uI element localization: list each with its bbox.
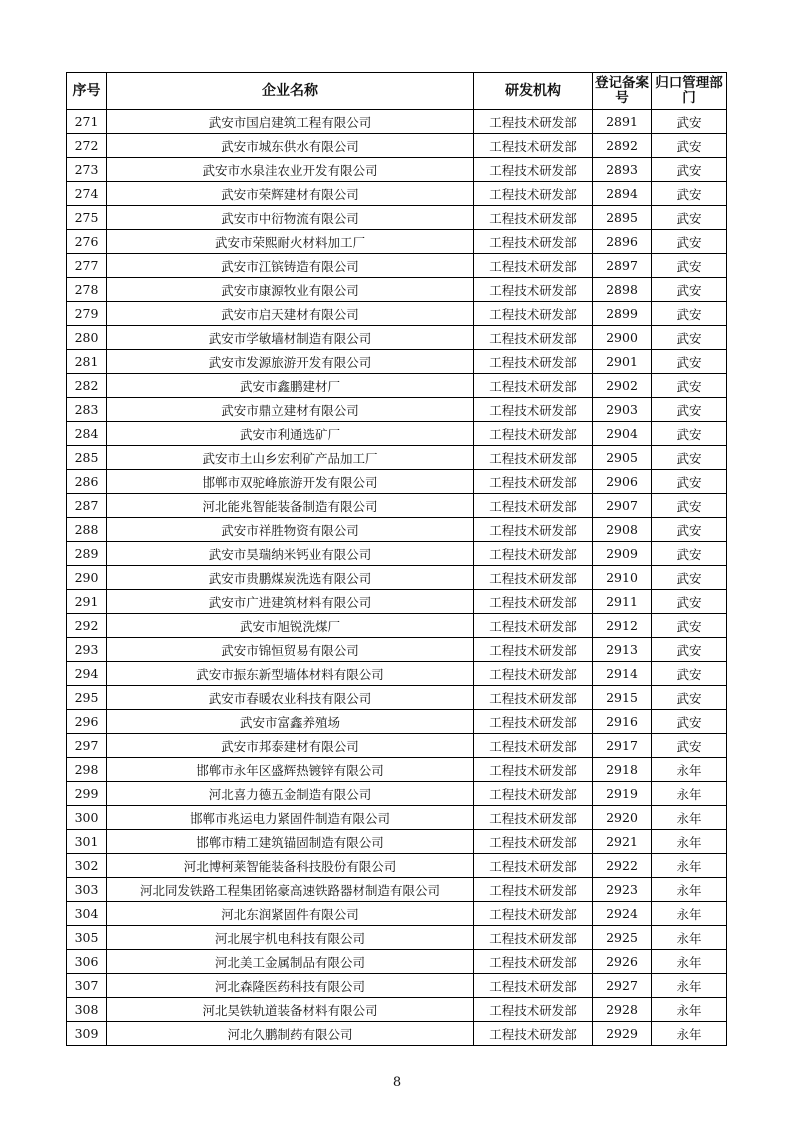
cell-company: 武安市康源牧业有限公司 (107, 278, 474, 302)
cell-seq: 299 (67, 782, 107, 806)
table-row (67, 566, 727, 590)
cell-record-no: 2905 (593, 446, 652, 470)
cell-record-no: 2909 (593, 542, 652, 566)
cell-seq: 301 (67, 830, 107, 854)
cell-institution: 工程技术研发部 (474, 542, 593, 566)
table-row (67, 302, 727, 326)
cell-institution: 工程技术研发部 (474, 782, 593, 806)
cell-seq: 288 (67, 518, 107, 542)
header-record-no: 登记备案号 (593, 73, 652, 110)
cell-record-no: 2911 (593, 590, 652, 614)
cell-seq: 291 (67, 590, 107, 614)
cell-institution: 工程技术研发部 (474, 1022, 593, 1046)
table-row (67, 182, 727, 206)
cell-department: 武安 (652, 254, 727, 278)
table-row (67, 758, 727, 782)
cell-company: 河北森隆医药科技有限公司 (107, 974, 474, 998)
cell-department: 武安 (652, 206, 727, 230)
cell-seq: 275 (67, 206, 107, 230)
cell-seq: 284 (67, 422, 107, 446)
cell-record-no: 2920 (593, 806, 652, 830)
table-row (67, 422, 727, 446)
cell-institution: 工程技术研发部 (474, 254, 593, 278)
table-row (67, 686, 727, 710)
cell-department: 武安 (652, 302, 727, 326)
table-row (67, 998, 727, 1022)
table-body (67, 110, 727, 1046)
cell-seq: 295 (67, 686, 107, 710)
cell-institution: 工程技术研发部 (474, 302, 593, 326)
table-row (67, 590, 727, 614)
cell-institution: 工程技术研发部 (474, 686, 593, 710)
table-row (67, 662, 727, 686)
table-row (67, 1022, 727, 1046)
cell-institution: 工程技术研发部 (474, 134, 593, 158)
cell-company: 河北博柯莱智能装备科技股份有限公司 (107, 854, 474, 878)
cell-record-no: 2917 (593, 734, 652, 758)
cell-company: 河北东润紧固件有限公司 (107, 902, 474, 926)
cell-institution: 工程技术研发部 (474, 494, 593, 518)
cell-company: 河北展宇机电科技有限公司 (107, 926, 474, 950)
cell-seq: 298 (67, 758, 107, 782)
cell-department: 武安 (652, 566, 727, 590)
table-row (67, 110, 727, 134)
cell-seq: 276 (67, 230, 107, 254)
cell-institution: 工程技术研发部 (474, 950, 593, 974)
cell-company: 河北昊铁轨道装备材料有限公司 (107, 998, 474, 1022)
cell-record-no: 2901 (593, 350, 652, 374)
cell-company: 武安市贵鹏煤炭洗选有限公司 (107, 566, 474, 590)
table-row (67, 230, 727, 254)
cell-department: 永年 (652, 878, 727, 902)
cell-department: 武安 (652, 638, 727, 662)
cell-company: 河北同发铁路工程集团铭豪高速铁路器材制造有限公司 (107, 878, 474, 902)
cell-company: 武安市春暖农业科技有限公司 (107, 686, 474, 710)
cell-institution: 工程技术研发部 (474, 734, 593, 758)
cell-record-no: 2898 (593, 278, 652, 302)
cell-record-no: 2892 (593, 134, 652, 158)
cell-record-no: 2915 (593, 686, 652, 710)
cell-department: 武安 (652, 734, 727, 758)
cell-institution: 工程技术研发部 (474, 206, 593, 230)
cell-record-no: 2897 (593, 254, 652, 278)
cell-record-no: 2913 (593, 638, 652, 662)
cell-department: 武安 (652, 494, 727, 518)
cell-department: 永年 (652, 854, 727, 878)
cell-company: 邯郸市永年区盛辉热镀锌有限公司 (107, 758, 474, 782)
cell-department: 永年 (652, 1022, 727, 1046)
table-row (67, 542, 727, 566)
cell-record-no: 2914 (593, 662, 652, 686)
cell-department: 武安 (652, 542, 727, 566)
cell-institution: 工程技术研发部 (474, 710, 593, 734)
cell-department: 永年 (652, 998, 727, 1022)
table-row (67, 206, 727, 230)
cell-company: 武安市城东供水有限公司 (107, 134, 474, 158)
cell-institution: 工程技术研发部 (474, 830, 593, 854)
cell-seq: 308 (67, 998, 107, 1022)
cell-record-no: 2927 (593, 974, 652, 998)
cell-company: 武安市富鑫养殖场 (107, 710, 474, 734)
cell-seq: 279 (67, 302, 107, 326)
cell-company: 武安市中衍物流有限公司 (107, 206, 474, 230)
table-row (67, 926, 727, 950)
cell-department: 武安 (652, 326, 727, 350)
cell-seq: 285 (67, 446, 107, 470)
table-row (67, 254, 727, 278)
cell-company: 武安市锦恒贸易有限公司 (107, 638, 474, 662)
cell-record-no: 2903 (593, 398, 652, 422)
cell-department: 武安 (652, 110, 727, 134)
table-row (67, 734, 727, 758)
cell-company: 武安市启天建材有限公司 (107, 302, 474, 326)
cell-institution: 工程技术研发部 (474, 566, 593, 590)
cell-seq: 289 (67, 542, 107, 566)
cell-seq: 294 (67, 662, 107, 686)
header-company: 企业名称 (107, 73, 474, 110)
cell-institution: 工程技术研发部 (474, 662, 593, 686)
cell-institution: 工程技术研发部 (474, 422, 593, 446)
cell-seq: 271 (67, 110, 107, 134)
cell-institution: 工程技术研发部 (474, 590, 593, 614)
cell-department: 武安 (652, 710, 727, 734)
table-row (67, 518, 727, 542)
table-row (67, 326, 727, 350)
cell-department: 武安 (652, 662, 727, 686)
table-row (67, 278, 727, 302)
cell-seq: 297 (67, 734, 107, 758)
cell-institution: 工程技术研发部 (474, 854, 593, 878)
cell-department: 永年 (652, 950, 727, 974)
cell-seq: 306 (67, 950, 107, 974)
cell-seq: 303 (67, 878, 107, 902)
cell-department: 武安 (652, 422, 727, 446)
cell-institution: 工程技术研发部 (474, 878, 593, 902)
cell-institution: 工程技术研发部 (474, 182, 593, 206)
cell-company: 武安市土山乡宏利矿产品加工厂 (107, 446, 474, 470)
page-number: 8 (392, 1075, 402, 1090)
cell-department: 永年 (652, 830, 727, 854)
cell-seq: 302 (67, 854, 107, 878)
cell-record-no: 2906 (593, 470, 652, 494)
cell-department: 永年 (652, 902, 727, 926)
table-row (67, 446, 727, 470)
table-row (67, 134, 727, 158)
cell-company: 武安市国启建筑工程有限公司 (107, 110, 474, 134)
cell-company: 武安市荣熙耐火材料加工厂 (107, 230, 474, 254)
cell-seq: 287 (67, 494, 107, 518)
cell-record-no: 2896 (593, 230, 652, 254)
cell-record-no: 2922 (593, 854, 652, 878)
cell-record-no: 2910 (593, 566, 652, 590)
cell-seq: 292 (67, 614, 107, 638)
cell-record-no: 2919 (593, 782, 652, 806)
cell-institution: 工程技术研发部 (474, 230, 593, 254)
cell-department: 武安 (652, 614, 727, 638)
cell-department: 武安 (652, 446, 727, 470)
cell-company: 武安市旭锐洗煤厂 (107, 614, 474, 638)
cell-company: 武安市祥胜物资有限公司 (107, 518, 474, 542)
cell-record-no: 2894 (593, 182, 652, 206)
cell-institution: 工程技术研发部 (474, 806, 593, 830)
table-row (67, 806, 727, 830)
cell-institution: 工程技术研发部 (474, 974, 593, 998)
cell-record-no: 2893 (593, 158, 652, 182)
cell-company: 邯郸市精工建筑锚固制造有限公司 (107, 830, 474, 854)
cell-company: 河北久鹏制药有限公司 (107, 1022, 474, 1046)
cell-seq: 290 (67, 566, 107, 590)
cell-department: 武安 (652, 398, 727, 422)
registry-table (66, 72, 727, 1046)
table-row (67, 398, 727, 422)
cell-institution: 工程技术研发部 (474, 470, 593, 494)
cell-seq: 309 (67, 1022, 107, 1046)
table-row (67, 638, 727, 662)
cell-department: 武安 (652, 278, 727, 302)
cell-department: 永年 (652, 806, 727, 830)
table-row (67, 782, 727, 806)
cell-record-no: 2895 (593, 206, 652, 230)
table-row (67, 878, 727, 902)
cell-record-no: 2923 (593, 878, 652, 902)
cell-record-no: 2899 (593, 302, 652, 326)
cell-institution: 工程技术研发部 (474, 446, 593, 470)
cell-institution: 工程技术研发部 (474, 110, 593, 134)
cell-record-no: 2907 (593, 494, 652, 518)
cell-record-no: 2904 (593, 422, 652, 446)
table-row (67, 614, 727, 638)
cell-institution: 工程技术研发部 (474, 374, 593, 398)
cell-seq: 305 (67, 926, 107, 950)
header-seq: 序号 (67, 73, 107, 110)
cell-record-no: 2926 (593, 950, 652, 974)
cell-record-no: 2908 (593, 518, 652, 542)
cell-company: 武安市学敏墙材制造有限公司 (107, 326, 474, 350)
cell-company: 武安市鑫鹏建材厂 (107, 374, 474, 398)
cell-institution: 工程技术研发部 (474, 350, 593, 374)
cell-seq: 273 (67, 158, 107, 182)
cell-department: 武安 (652, 230, 727, 254)
cell-seq: 304 (67, 902, 107, 926)
cell-department: 武安 (652, 374, 727, 398)
cell-institution: 工程技术研发部 (474, 518, 593, 542)
cell-company: 武安市邦泰建材有限公司 (107, 734, 474, 758)
header-row (67, 73, 727, 110)
cell-company: 武安市利通选矿厂 (107, 422, 474, 446)
cell-record-no: 2925 (593, 926, 652, 950)
cell-record-no: 2921 (593, 830, 652, 854)
cell-department: 武安 (652, 182, 727, 206)
cell-seq: 274 (67, 182, 107, 206)
table-row (67, 974, 727, 998)
table-header (67, 73, 727, 110)
cell-seq: 272 (67, 134, 107, 158)
table-row (67, 374, 727, 398)
table-row (67, 470, 727, 494)
cell-record-no: 2916 (593, 710, 652, 734)
cell-company: 武安市江镔铸造有限公司 (107, 254, 474, 278)
table-row (67, 854, 727, 878)
cell-department: 武安 (652, 134, 727, 158)
cell-department: 永年 (652, 974, 727, 998)
header-institution: 研发机构 (474, 73, 593, 110)
cell-company: 河北能兆智能装备制造有限公司 (107, 494, 474, 518)
table-row (67, 158, 727, 182)
cell-department: 永年 (652, 782, 727, 806)
cell-department: 武安 (652, 590, 727, 614)
cell-institution: 工程技术研发部 (474, 614, 593, 638)
cell-seq: 283 (67, 398, 107, 422)
cell-department: 武安 (652, 470, 727, 494)
cell-company: 邯郸市兆运电力紧固件制造有限公司 (107, 806, 474, 830)
cell-company: 武安市广进建筑材料有限公司 (107, 590, 474, 614)
cell-institution: 工程技术研发部 (474, 158, 593, 182)
cell-seq: 286 (67, 470, 107, 494)
cell-company: 武安市振东新型墙体材料有限公司 (107, 662, 474, 686)
cell-company: 武安市昊瑞纳米钙业有限公司 (107, 542, 474, 566)
cell-company: 武安市水泉洼农业开发有限公司 (107, 158, 474, 182)
table-row (67, 494, 727, 518)
cell-seq: 307 (67, 974, 107, 998)
cell-company: 河北美工金属制品有限公司 (107, 950, 474, 974)
cell-record-no: 2900 (593, 326, 652, 350)
cell-institution: 工程技术研发部 (474, 902, 593, 926)
cell-seq: 282 (67, 374, 107, 398)
cell-seq: 293 (67, 638, 107, 662)
cell-institution: 工程技术研发部 (474, 278, 593, 302)
table-row (67, 950, 727, 974)
cell-company: 河北喜力德五金制造有限公司 (107, 782, 474, 806)
cell-department: 永年 (652, 926, 727, 950)
cell-record-no: 2928 (593, 998, 652, 1022)
cell-company: 武安市鼎立建材有限公司 (107, 398, 474, 422)
cell-seq: 281 (67, 350, 107, 374)
cell-seq: 277 (67, 254, 107, 278)
cell-department: 武安 (652, 158, 727, 182)
cell-department: 永年 (652, 758, 727, 782)
cell-institution: 工程技术研发部 (474, 758, 593, 782)
cell-department: 武安 (652, 518, 727, 542)
cell-record-no: 2924 (593, 902, 652, 926)
table-row (67, 710, 727, 734)
cell-seq: 280 (67, 326, 107, 350)
cell-record-no: 2929 (593, 1022, 652, 1046)
header-department: 归口管理部门 (652, 73, 727, 110)
cell-seq: 278 (67, 278, 107, 302)
cell-seq: 296 (67, 710, 107, 734)
cell-department: 武安 (652, 686, 727, 710)
cell-seq: 300 (67, 806, 107, 830)
cell-record-no: 2891 (593, 110, 652, 134)
table-row (67, 902, 727, 926)
cell-record-no: 2902 (593, 374, 652, 398)
cell-institution: 工程技术研发部 (474, 998, 593, 1022)
cell-record-no: 2918 (593, 758, 652, 782)
cell-institution: 工程技术研发部 (474, 326, 593, 350)
cell-company: 武安市发源旅游开发有限公司 (107, 350, 474, 374)
cell-institution: 工程技术研发部 (474, 638, 593, 662)
cell-department: 武安 (652, 350, 727, 374)
table-row (67, 350, 727, 374)
cell-company: 邯郸市双驼峰旅游开发有限公司 (107, 470, 474, 494)
table-row (67, 830, 727, 854)
cell-institution: 工程技术研发部 (474, 926, 593, 950)
cell-institution: 工程技术研发部 (474, 398, 593, 422)
cell-record-no: 2912 (593, 614, 652, 638)
cell-company: 武安市荣辉建材有限公司 (107, 182, 474, 206)
